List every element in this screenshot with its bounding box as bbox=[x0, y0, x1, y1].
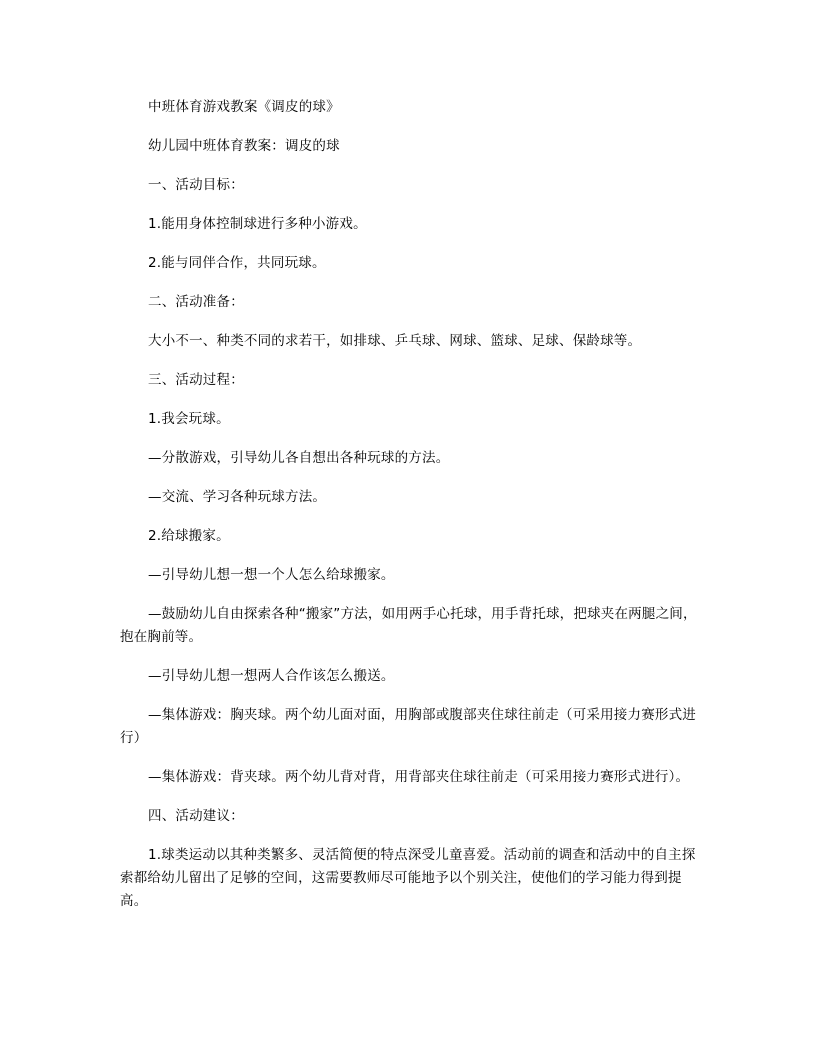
process-item: —引导幼儿想一想两人合作该怎么搬送。 bbox=[148, 668, 395, 684]
process-item: —分散游戏，引导幼儿各自想出各种玩球的方法。 bbox=[148, 450, 450, 466]
process-item: —交流、学习各种玩球方法。 bbox=[148, 489, 327, 505]
document-body bbox=[120, 96, 700, 929]
document-title: 中班体育游戏教案《调皮的球》 bbox=[148, 99, 340, 115]
goal-item-2: 2.能与同伴合作，共同玩球。 bbox=[148, 255, 326, 271]
process-item: —集体游戏：胸夹球。两个幼儿面对面，用胸部或腹部夹住球往前走（可采用接力赛形式进行） bbox=[120, 707, 696, 746]
process-item: —引导幼儿想一想一个人怎么给球搬家。 bbox=[148, 567, 395, 583]
document-subtitle: 幼儿园中班体育教案：调皮的球 bbox=[148, 138, 340, 154]
section-heading-preparation: 二、活动准备： bbox=[148, 294, 244, 310]
section-heading-suggestions: 四、活动建议： bbox=[148, 808, 244, 824]
section-heading-goals: 一、活动目标： bbox=[148, 177, 244, 193]
process-step-2: 2.给球搬家。 bbox=[148, 528, 230, 544]
process-step-1: 1.我会玩球。 bbox=[148, 411, 230, 427]
section-heading-process: 三、活动过程： bbox=[148, 372, 244, 388]
suggestion-item-1: 1.球类运动以其种类繁多、灵活简便的特点深受儿童喜爱。活动前的调查和活动中的自主探索都给幼儿留出了足够的空间，这需要教师尽可能地予以个别关注，使他们的学习能力得到提高。 bbox=[120, 847, 696, 909]
process-item: —集体游戏：背夹球。两个幼儿背对背，用背部夹住球往前走（可采用接力赛形式进行）。 bbox=[148, 769, 690, 785]
preparation-text: 大小不一、种类不同的求若干，如排球、乒乓球、网球、篮球、足球、保龄球等。 bbox=[148, 333, 642, 349]
goal-item-1: 1.能用身体控制球进行多种小游戏。 bbox=[148, 216, 367, 232]
process-item: —鼓励幼儿自由探索各种“搬家”方法，如用两手心托球，用手背托球，把球夹在两腿之间，抱在胸前等。 bbox=[120, 606, 697, 645]
